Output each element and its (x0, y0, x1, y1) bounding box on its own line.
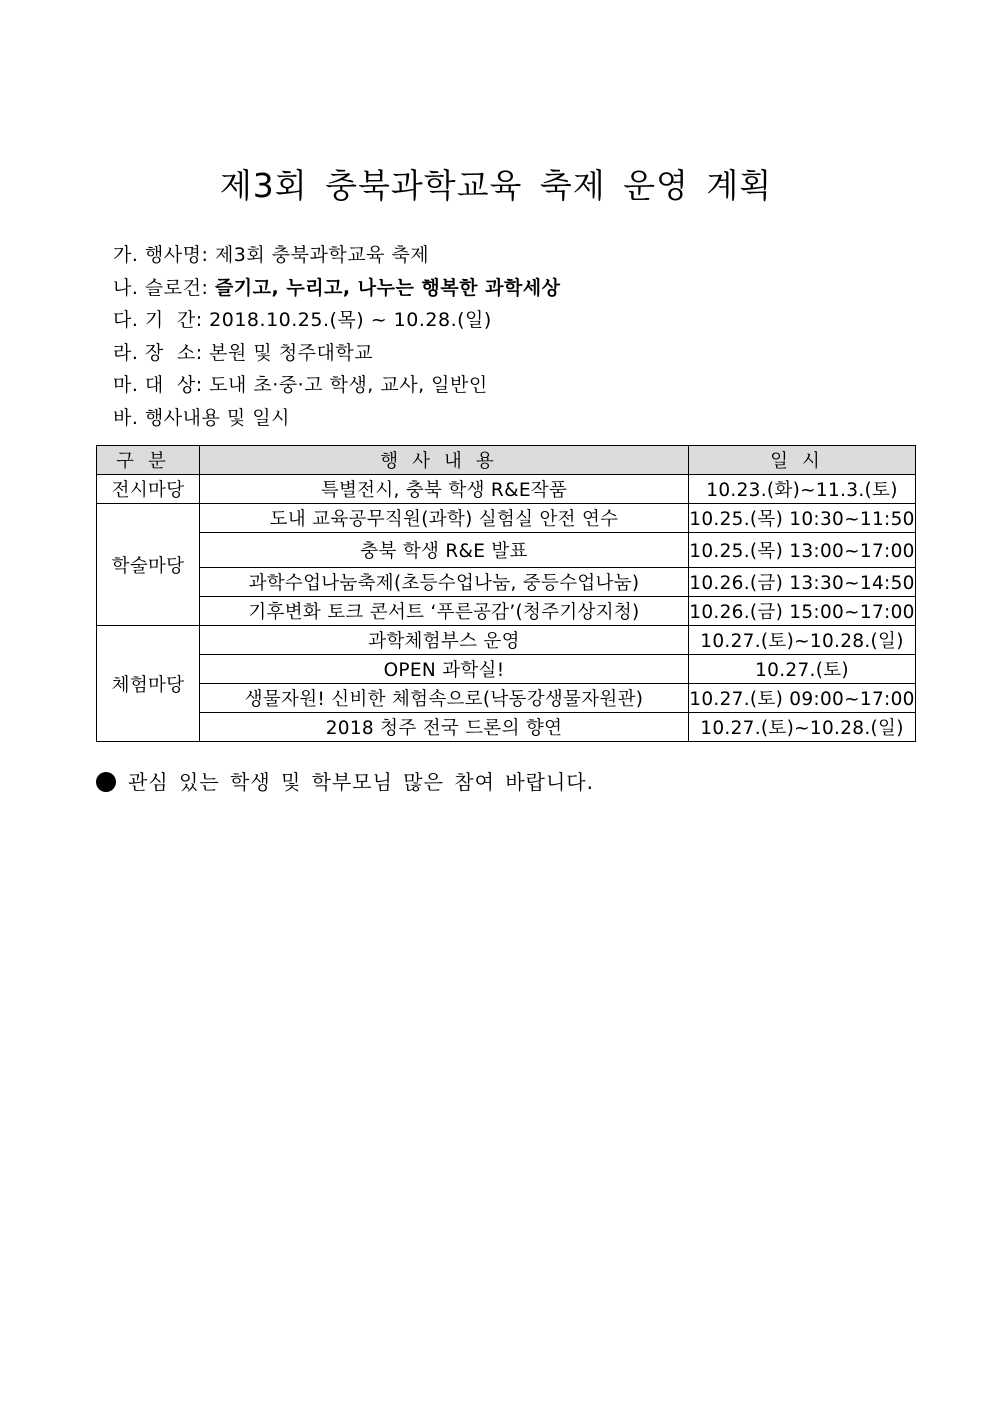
date-cell: 10.27.(토)~10.28.(일) (689, 713, 916, 742)
info-label: 나. 슬로건: (113, 276, 209, 299)
info-value: 즐기고, 누리고, 나누는 행복한 과학세상 (214, 276, 561, 299)
date-cell: 10.26.(금) 13:30~14:50 (689, 568, 916, 597)
table-row (97, 597, 916, 626)
date-cell: 10.27.(토) (689, 655, 916, 684)
info-value: 2018.10.25.(목) ~ 10.28.(일) (209, 309, 492, 332)
table-row (97, 475, 916, 504)
info-value: 제3회 충북과학교육 축제 (214, 244, 430, 266)
content-cell: 특별전시, 충북 학생 R&E작품 (200, 475, 689, 504)
table-row (97, 713, 916, 742)
date-cell: 10.27.(토)~10.28.(일) (689, 626, 916, 655)
content-cell: 생물자원! 신비한 체험속으로(낙동강생물자원관) (200, 684, 689, 713)
closing-note (96, 766, 594, 795)
date-cell: 10.25.(목) 13:00~17:00 (689, 533, 916, 568)
content-cell: 2018 청주 전국 드론의 향연 (200, 713, 689, 742)
info-label: 바. 행사내용 및 일시 (113, 406, 290, 429)
category-cell: 학술마당 (97, 504, 200, 626)
info-list (113, 239, 913, 435)
bullet-icon (96, 772, 116, 792)
table-row (97, 655, 916, 684)
header-date: 일시 (689, 446, 916, 475)
info-event-name (113, 239, 913, 272)
content-cell: 과학수업나눔축제(초등수업나눔, 중등수업나눔) (200, 568, 689, 597)
category-cell: 체험마당 (97, 626, 200, 742)
header-category: 구분 (97, 446, 200, 475)
content-cell: OPEN 과학실! (200, 655, 689, 684)
table-row (97, 504, 916, 533)
category-cell: 전시마당 (97, 475, 200, 504)
info-label: 가. 행사명: (113, 244, 209, 266)
page-title: 제3회 충북과학교육 축제 운영 계획 (219, 166, 773, 205)
info-label: 다. 기 간: (113, 309, 203, 332)
date-cell: 10.25.(목) 10:30~11:50 (689, 504, 916, 533)
schedule-table (96, 445, 916, 742)
info-label: 마. 대 상: (113, 374, 203, 397)
date-cell: 10.23.(화)~11.3.(토) (689, 475, 916, 504)
table-header-row (97, 446, 916, 475)
info-slogan (113, 272, 913, 305)
closing-note-text: 관심 있는 학생 및 학부모님 많은 참여 바랍니다. (128, 770, 594, 794)
content-cell: 과학체험부스 운영 (200, 626, 689, 655)
info-period (113, 304, 913, 337)
date-cell: 10.27.(토) 09:00~17:00 (689, 684, 916, 713)
info-value: 본원 및 청주대학교 (209, 341, 374, 364)
info-value: 도내 초·중·고 학생, 교사, 일반인 (209, 374, 488, 397)
table-row (97, 684, 916, 713)
date-cell: 10.26.(금) 15:00~17:00 (689, 597, 916, 626)
table-row (97, 626, 916, 655)
table-row (97, 568, 916, 597)
content-cell: 도내 교육공무직원(과학) 실험실 안전 연수 (200, 504, 689, 533)
content-cell: 충북 학생 R&E 발표 (200, 533, 689, 568)
info-venue (113, 337, 913, 370)
info-label: 라. 장 소: (113, 341, 203, 364)
content-cell: 기후변화 토크 콘서트 ‘푸른공감’(청주기상지청) (200, 597, 689, 626)
table-row (97, 533, 916, 568)
header-content: 행사내용 (200, 446, 689, 475)
info-target (113, 369, 913, 402)
info-schedule-heading (113, 402, 913, 435)
